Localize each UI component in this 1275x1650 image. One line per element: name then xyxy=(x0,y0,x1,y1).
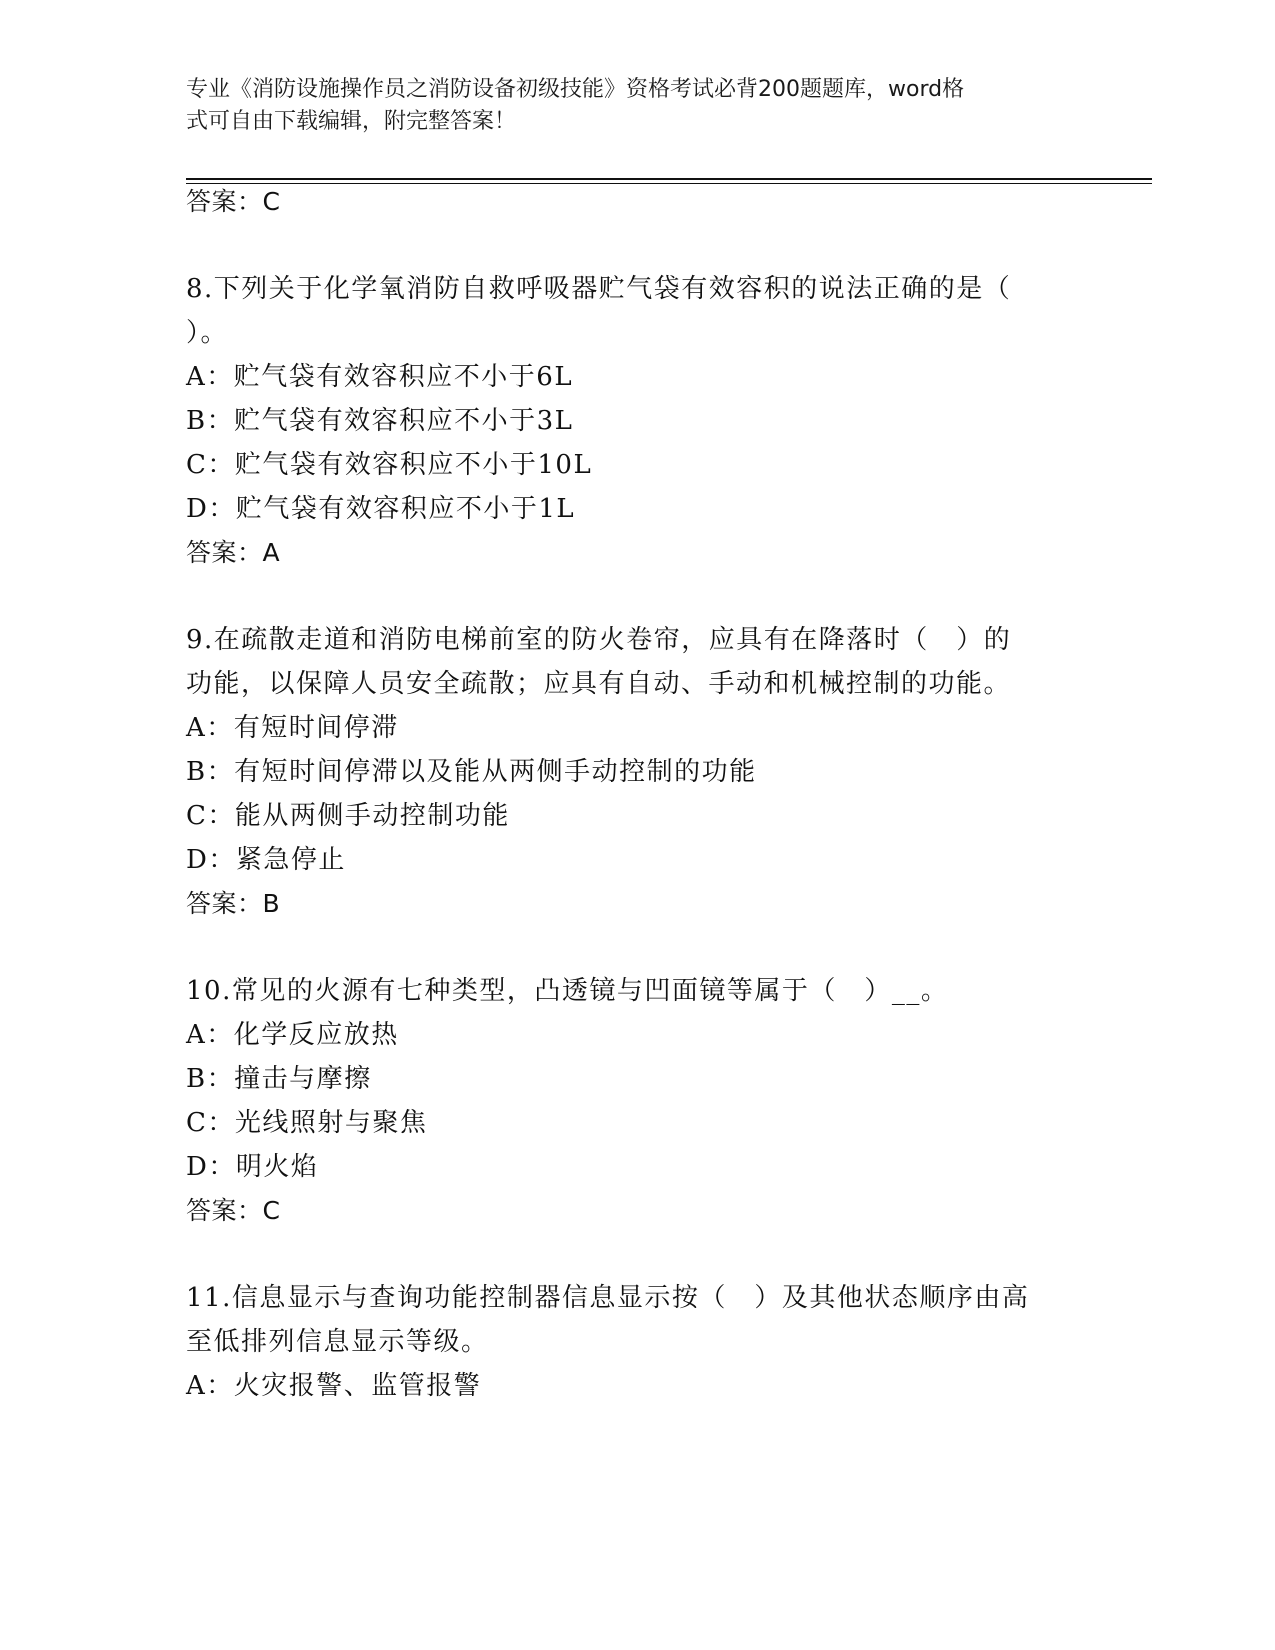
question-10-option-d: D：明火焰 xyxy=(186,1152,319,1182)
header-line-2: 式可自由下载编辑，附完整答案！ xyxy=(186,109,517,134)
question-8-stem-line-1: 8.下列关于化学氧消防自救呼吸器贮气袋有效容积的说法正确的是（ xyxy=(186,274,1012,304)
question-9-option-b: B：有短时间停滞以及能从两侧手动控制的功能 xyxy=(186,757,757,787)
question-11-option-a: A：火灾报警、监管报警 xyxy=(186,1371,482,1401)
question-8-answer: 答案：A xyxy=(186,538,281,567)
question-9-option-d: D：紧急停止 xyxy=(186,845,346,875)
question-10-option-a: A：化学反应放热 xyxy=(186,1020,399,1050)
question-8-stem-line-2: ）。 xyxy=(186,318,229,348)
header-divider-thin xyxy=(186,183,1152,184)
question-8-option-d: D：贮气袋有效容积应不小于1L xyxy=(186,494,576,524)
question-11-stem-line-1: 11.信息显示与查询功能控制器信息显示按（ ）及其他状态顺序由高 xyxy=(186,1283,1030,1313)
header-divider-thick xyxy=(186,178,1152,180)
document-header xyxy=(186,74,1066,138)
question-10-option-c: C：光线照射与聚焦 xyxy=(186,1108,428,1138)
question-9-option-a: A：有短时间停滞 xyxy=(186,713,399,743)
question-8-option-b: B：贮气袋有效容积应不小于3L xyxy=(186,406,574,436)
question-10-stem-line-1: 10.常见的火源有七种类型，凸透镜与凹面镜等属于（ ）__。 xyxy=(186,976,949,1006)
question-9-answer: 答案：B xyxy=(186,889,281,918)
question-11-stem-line-2: 至低排列信息显示等级。 xyxy=(186,1327,489,1357)
question-9-option-c: C：能从两侧手动控制功能 xyxy=(186,801,510,831)
question-9-stem-line-2: 功能，以保障人员安全疏散；应具有自动、手动和机械控制的功能。 xyxy=(186,669,1012,699)
header-line-1: 专业《消防设施操作员之消防设备初级技能》资格考试必背200题题库，word格 xyxy=(186,77,965,102)
question-10-answer: 答案：C xyxy=(186,1196,281,1225)
question-8-option-a: A：贮气袋有效容积应不小于6L xyxy=(186,362,574,392)
question-10-option-b: B：撞击与摩擦 xyxy=(186,1064,372,1094)
question-9-stem-line-1: 9.在疏散走道和消防电梯前室的防火卷帘，应具有在降落时（ ）的 xyxy=(186,625,1012,655)
previous-answer: 答案：C xyxy=(186,187,281,216)
question-8-option-c: C：贮气袋有效容积应不小于10L xyxy=(186,450,593,480)
